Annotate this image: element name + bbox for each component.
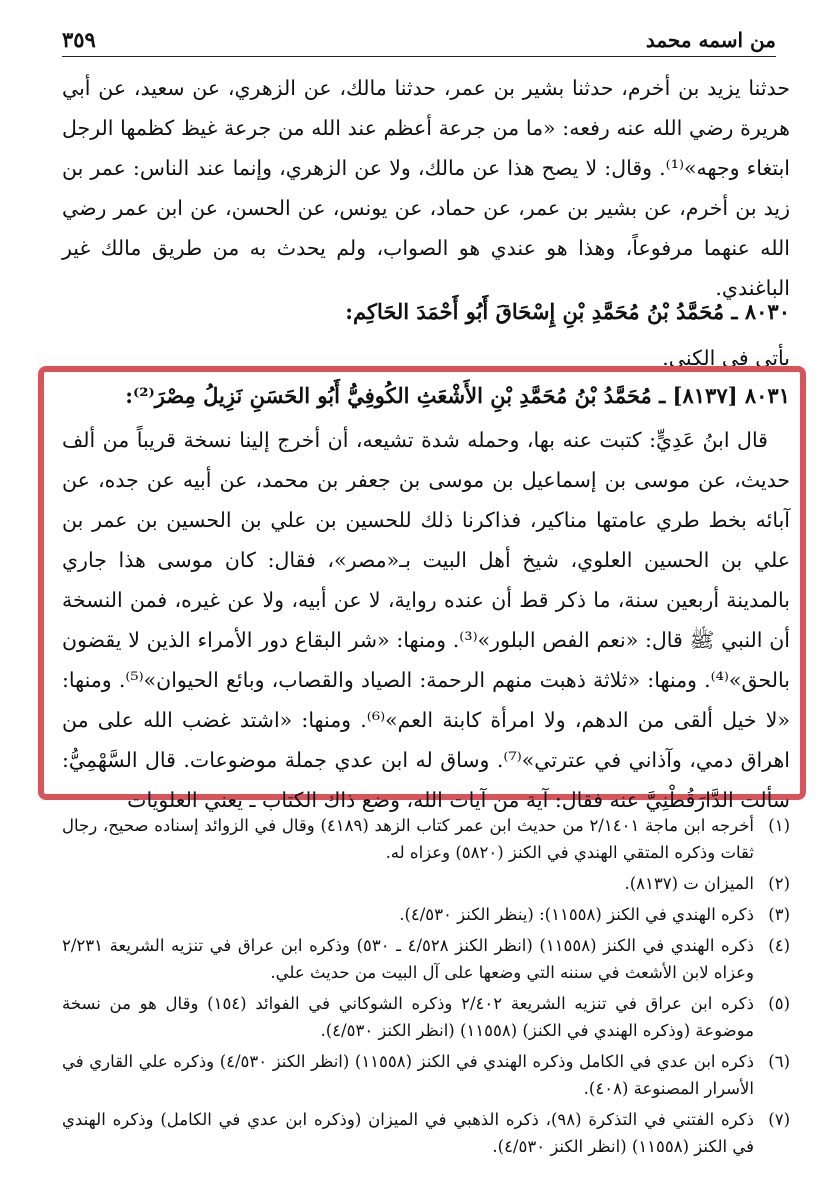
- footnote-text: ذكره الهندي في الكنز (١١٥٥٨) (انظر الكنز ٤/٥٢٨ ـ ٥٣٠) وذكره ابن عراق في تنزيه الشريعة ٢/٢٣١ وعزاه لابن الأشعث في سننه التي وضعها على آل البيت من حديث علي.: [62, 936, 755, 982]
- entry-8031-body: قال ابنُ عَدِيٍّ: كتبت عنه بها، وحمله شدة تشيعه، أن أخرج إلينا نسخة قريباً من ألف حديث، عن موسى بن إسماعيل بن موسى بن جعفر بن محمد، عن أبيه عن جده، عن آبائه بخط طري عامتها مناكير، فذاكرنا ذلك للحسين بن علي بن الحسين بن عمر بن علي بن الحسين العلوي، شيخ أهل البيت بـ«مصر»، فقال: كان موسى هذا جاري بالمدينة أربعين سنة، ما ذكر قط أن عنده رواية، لا عن أبيه، ولا عن غيره، فمن النسخة أن النبي ﷺ قال: «نعم الفص البلور»⁽³⁾. ومنها: «شر البقاع دور الأمراء الذين لا يقضون بالحق»⁽⁴⁾. ومنها: «ثلاثة ذهبت منهم الرحمة: الصياد والقصاب، وبائع الحيوان»⁽⁵⁾. ومنها: «لا خيل ألقى من الدهم، ولا امرأة كابنة العم»⁽⁶⁾. ومنها: «اشتد غضب الله على من اهراق دمي، وآذاني في عترتي»⁽⁷⁾. وساق له ابن عدي جملة موضوعات. قال السَّهْمِيُّ: سألت الدَّارَقُطْنِيَّ عنه فقال: آية من آيات الله، وضع ذاك الكتاب ـ يعني العلويات: [62, 428, 791, 812]
- footnote-number: (١): [768, 816, 790, 835]
- footnote-text: الميزان ت (٨١٣٧).: [624, 874, 754, 893]
- footnote: [62, 1048, 790, 1102]
- footnote-text: ذكره ابن عدي في الكامل وذكره الهندي في الكنز (١١٥٥٨) (انظر الكنز ٤/٥٣٠) وذكره علي القاري في الأسرار المصنوعة (٤٠٨).: [62, 1052, 754, 1098]
- footnote-number: (٤): [768, 936, 790, 955]
- entry-8030: [62, 292, 790, 332]
- footnote-number: (٦): [768, 1052, 790, 1071]
- hadith-paragraph: [62, 68, 790, 308]
- footnote-text: ذكره ابن عراق في تنزيه الشريعة ٢/٤٠٢ وذكره الشوكاني في الفوائد (١٥٤) وقال هو من نسخة موضوعة (وذكره الهندي في الكنز) (١١٥٥٨) (انظر الكنز ٤/٥٣٠).: [62, 994, 754, 1040]
- footnote-text: ذكره الفتني في التذكرة (٩٨)، ذكره الذهبي في الميزان (وذكره ابن عدي في الكامل) وذكره الهندي في الكنز (١١٥٥٨) (انظر الكنز ٤/٥٣٠).: [62, 1110, 754, 1156]
- footnote: [62, 1106, 790, 1160]
- running-header: [62, 18, 776, 57]
- footnote-number: (٣): [768, 905, 790, 924]
- footnote: [62, 932, 790, 986]
- paragraph-text: حدثنا يزيد بن أخرم، حدثنا بشير بن عمر، حدثنا مالك، عن الزهري، عن سعيد، عن أبي هريرة رضي الله عنه رفعه: «ما من جرعة أعظم عند الله من جرعة غيظ كظمها الرجل ابتغاء وجهه»⁽¹⁾. وقال: لا يصح هذا عن مالك، ولا عن الزهري، وإنما عند الناس: عمر بن زيد بن أخرم، عن بشير بن عمر، عن حماد، عن يونس، عن الحسن، عن ابن عمر رضي الله عنهما مرفوعاً، وهذا هو عندي هو الصواب، ولم يحدث به من طريق مالك غير الباغندي.: [62, 76, 790, 300]
- footnote-text: ذكره الهندي في الكنز (١١٥٥٨): (ينظر الكنز ٤/٥٣٠).: [399, 905, 754, 924]
- footnote-number: (٧): [768, 1110, 790, 1129]
- page-number: ٣٥٩: [62, 27, 96, 52]
- footnote-text: أخرجه ابن ماجة ٢/١٤٠١ من حديث ابن عمر كتاب الزهد (٤١٨٩) وقال في الزوائد إسناده صحيح، رجال ثقات وذكره المتقي الهندي في الكنز (٥٨٢٠) وعزاه له.: [62, 816, 754, 862]
- footnote: [62, 990, 790, 1044]
- footnote-number: (٢): [768, 874, 790, 893]
- header-title: من اسمه محمد: [645, 28, 776, 52]
- footnote: [62, 812, 790, 866]
- entry-8030-note: يأتي في الكنى.: [662, 346, 790, 370]
- entry-8030-heading: ٨٠٣٠ ـ مُحَمَّدُ بْنُ مُحَمَّدِ بْنِ إِسْحَاقَ أَبُو أَحْمَدَ الحَاكِم:: [345, 299, 790, 324]
- footnotes: [62, 812, 790, 1164]
- footnote-number: (٥): [768, 994, 790, 1013]
- entry-8031: [62, 376, 790, 820]
- entry-8031-heading: ٨٠٣١ [٨١٣٧] ـ مُحَمَّدُ بْنُ مُحَمَّدِ بْنِ الأَشْعَثِ الكُوفِيُّ أَبُو الحَسَنِ نَزِيلُ مِصْرَ⁽²⁾:: [125, 383, 790, 408]
- footnote: [62, 901, 790, 928]
- footnote: [62, 870, 790, 897]
